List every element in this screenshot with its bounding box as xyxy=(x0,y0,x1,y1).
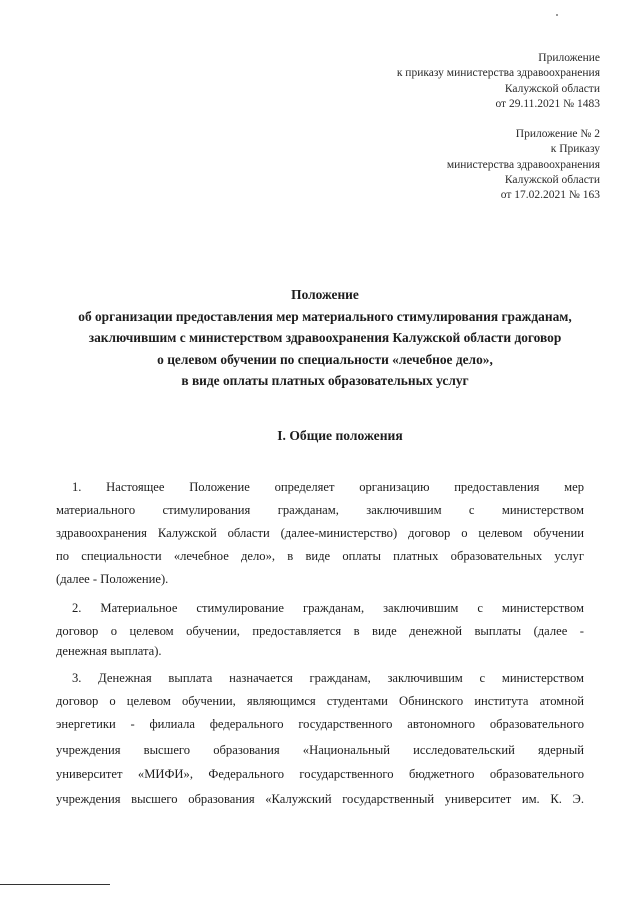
appendix-1-line: к приказу министерства здравоохранения xyxy=(396,67,600,80)
title-line: о целевом обучении по специальности «лечебное дело», xyxy=(157,351,493,367)
appendix-reference-1 xyxy=(397,51,600,112)
paragraph-line: учреждения высшего образования «Национальный исследовательский ядерный xyxy=(56,743,584,757)
section-heading: I. Общие положения xyxy=(277,428,403,443)
paragraph-line: (далее - Положение). xyxy=(56,572,169,586)
title-line: в виде оплаты платных образовательных услуг xyxy=(181,373,469,388)
paragraph-line: 2. Материальное стимулирование гражданам, заключившим с министерством xyxy=(72,601,584,615)
document-title xyxy=(40,284,610,392)
appendix-1-line: Приложение xyxy=(538,52,600,64)
appendix-2-line: к Приказу xyxy=(550,143,600,156)
paragraph-line: договор о целевом обучении, предоставляется в виде денежной выплаты (далее - xyxy=(56,624,584,638)
paragraph-line: денежная выплата). xyxy=(56,644,162,658)
appendix-reference-2 xyxy=(447,127,600,203)
appendix-2-line: Приложение № 2 xyxy=(515,128,600,140)
paragraph-line: договор о целевом обучении, являющимся студентами Обнинского института атомной xyxy=(56,694,584,708)
appendix-1-line: от 29.11.2021 № 1483 xyxy=(495,97,600,110)
title-line: Положение xyxy=(291,287,359,302)
title-line: заключившим с министерством здравоохранения Калужской области договор xyxy=(88,330,562,345)
appendix-2-line: министерства здравоохранения xyxy=(446,158,600,171)
appendix-1-line: Калужской области xyxy=(504,82,600,95)
paragraph-line: 1. Настоящее Положение определяет организацию предоставления мер xyxy=(72,480,584,494)
paragraph-line: университет «МИФИ», Федерального государственного бюджетного образовательного xyxy=(56,767,584,781)
title-line: об организации предоставления мер материального стимулирования гражданам, xyxy=(78,308,572,324)
footnote-divider xyxy=(0,884,110,885)
paragraph-line: материального стимулирования гражданам, заключившим с министерством xyxy=(56,503,584,517)
scan-speck xyxy=(556,14,558,16)
paragraph-line: 3. Денежная выплата назначается гражданам, заключившим с министерством xyxy=(72,671,584,685)
paragraph-line: энергетики - филиала федерального государственного автономного образовательного xyxy=(56,717,584,731)
paragraph-line: здравоохранения Калужской области (далее-министерство) договор о целевом обучении xyxy=(56,526,584,540)
appendix-2-line: от 17.02.2021 № 163 xyxy=(500,189,600,202)
appendix-2-line: Калужской области xyxy=(504,173,600,186)
paragraph-line: учреждения высшего образования «Калужский государственный университет им. К. Э. xyxy=(56,792,584,806)
paragraph-line: по специальности «лечебное дело», в виде оплаты платных образовательных услуг xyxy=(56,549,584,563)
